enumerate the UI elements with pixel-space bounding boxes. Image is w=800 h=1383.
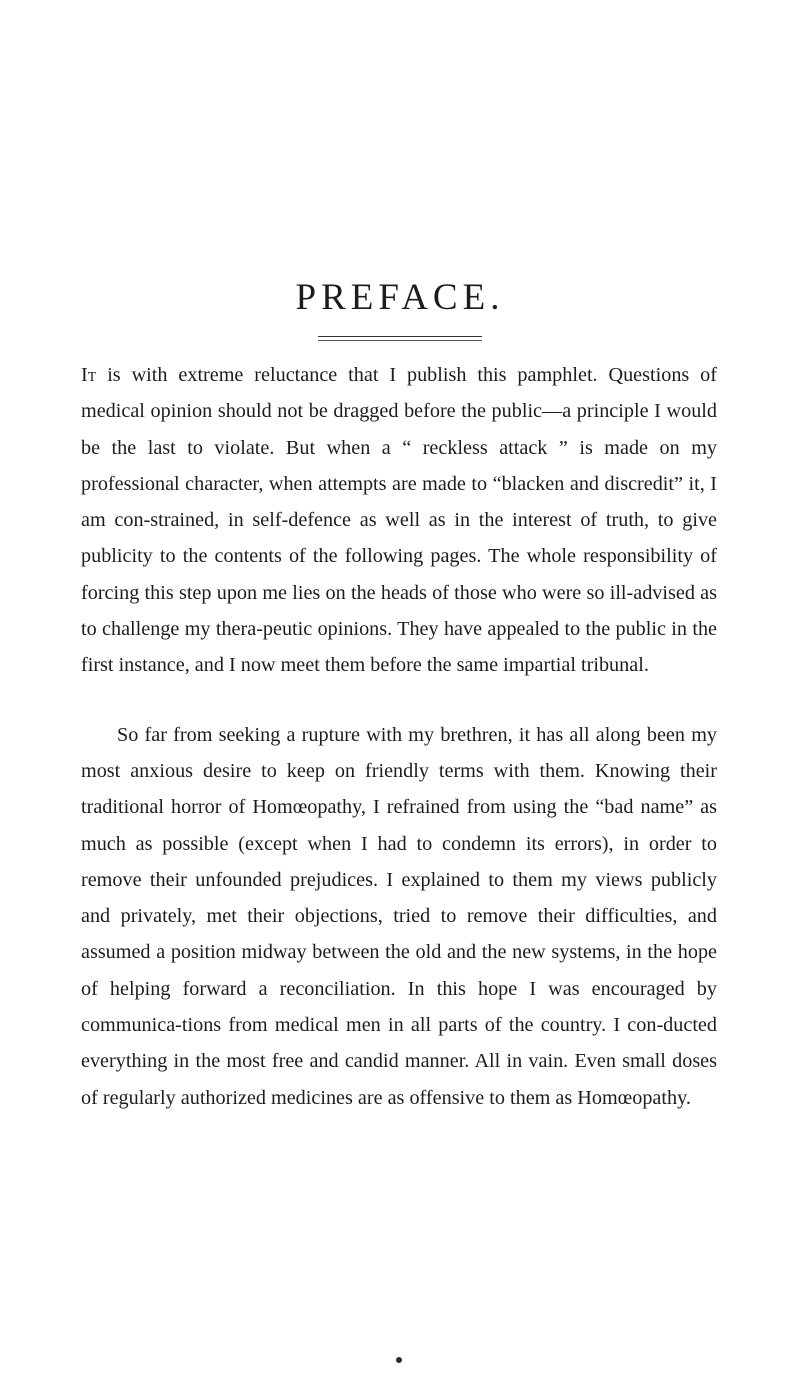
title-rule-upper: [318, 336, 482, 337]
body-text: [81, 357, 717, 1116]
paragraph-2: [81, 717, 717, 1116]
paragraph-1-text: is with extreme reluctance that I publish this pamphlet. Questions of medical opinion should not be dragged before the public—a principle I would be the last to violate. But when a “ reckless attack ” is made on my professional character, when attempts are made to “blacken and discredit” it, I am con-strained, in self-defence as well as in the interest of truth, to give publicity to the contents of the following pages. The whole responsibility of forcing this step upon me lies on the heads of those who were so ill-advised as to challenge my thera-peutic opinions. They have appealed to the public in the first instance, and I now meet them before the same impartial tribunal.: [81, 364, 717, 677]
paragraph-1: [81, 357, 717, 684]
page-mark: [396, 1357, 402, 1363]
page-title: PREFACE.: [295, 276, 505, 318]
paragraph-2-text: So far from seeking a rupture with my brethren, it has all along been my most anxious desire to keep on friendly terms with them. Knowing their traditional horror of Homœopathy, I refrained from using the “bad name” as much as possible (except when I had to condemn its errors), in order to remove their unfounded prejudices. I explained to them my views publicly and privately, met their objections, tried to remove their difficulties, and assumed a position midway between the old and the new systems, in the hope of helping forward a reconciliation. In this hope I was encouraged by communica-tions from medical men in all parts of the country. I con-ducted everything in the most free and candid manner. All in vain. Even small doses of regularly authorized medicines are as offensive to them as Homœopathy.: [81, 723, 717, 1109]
title-rule-lower: [318, 340, 482, 341]
paragraph-1-lead: It: [81, 364, 97, 386]
